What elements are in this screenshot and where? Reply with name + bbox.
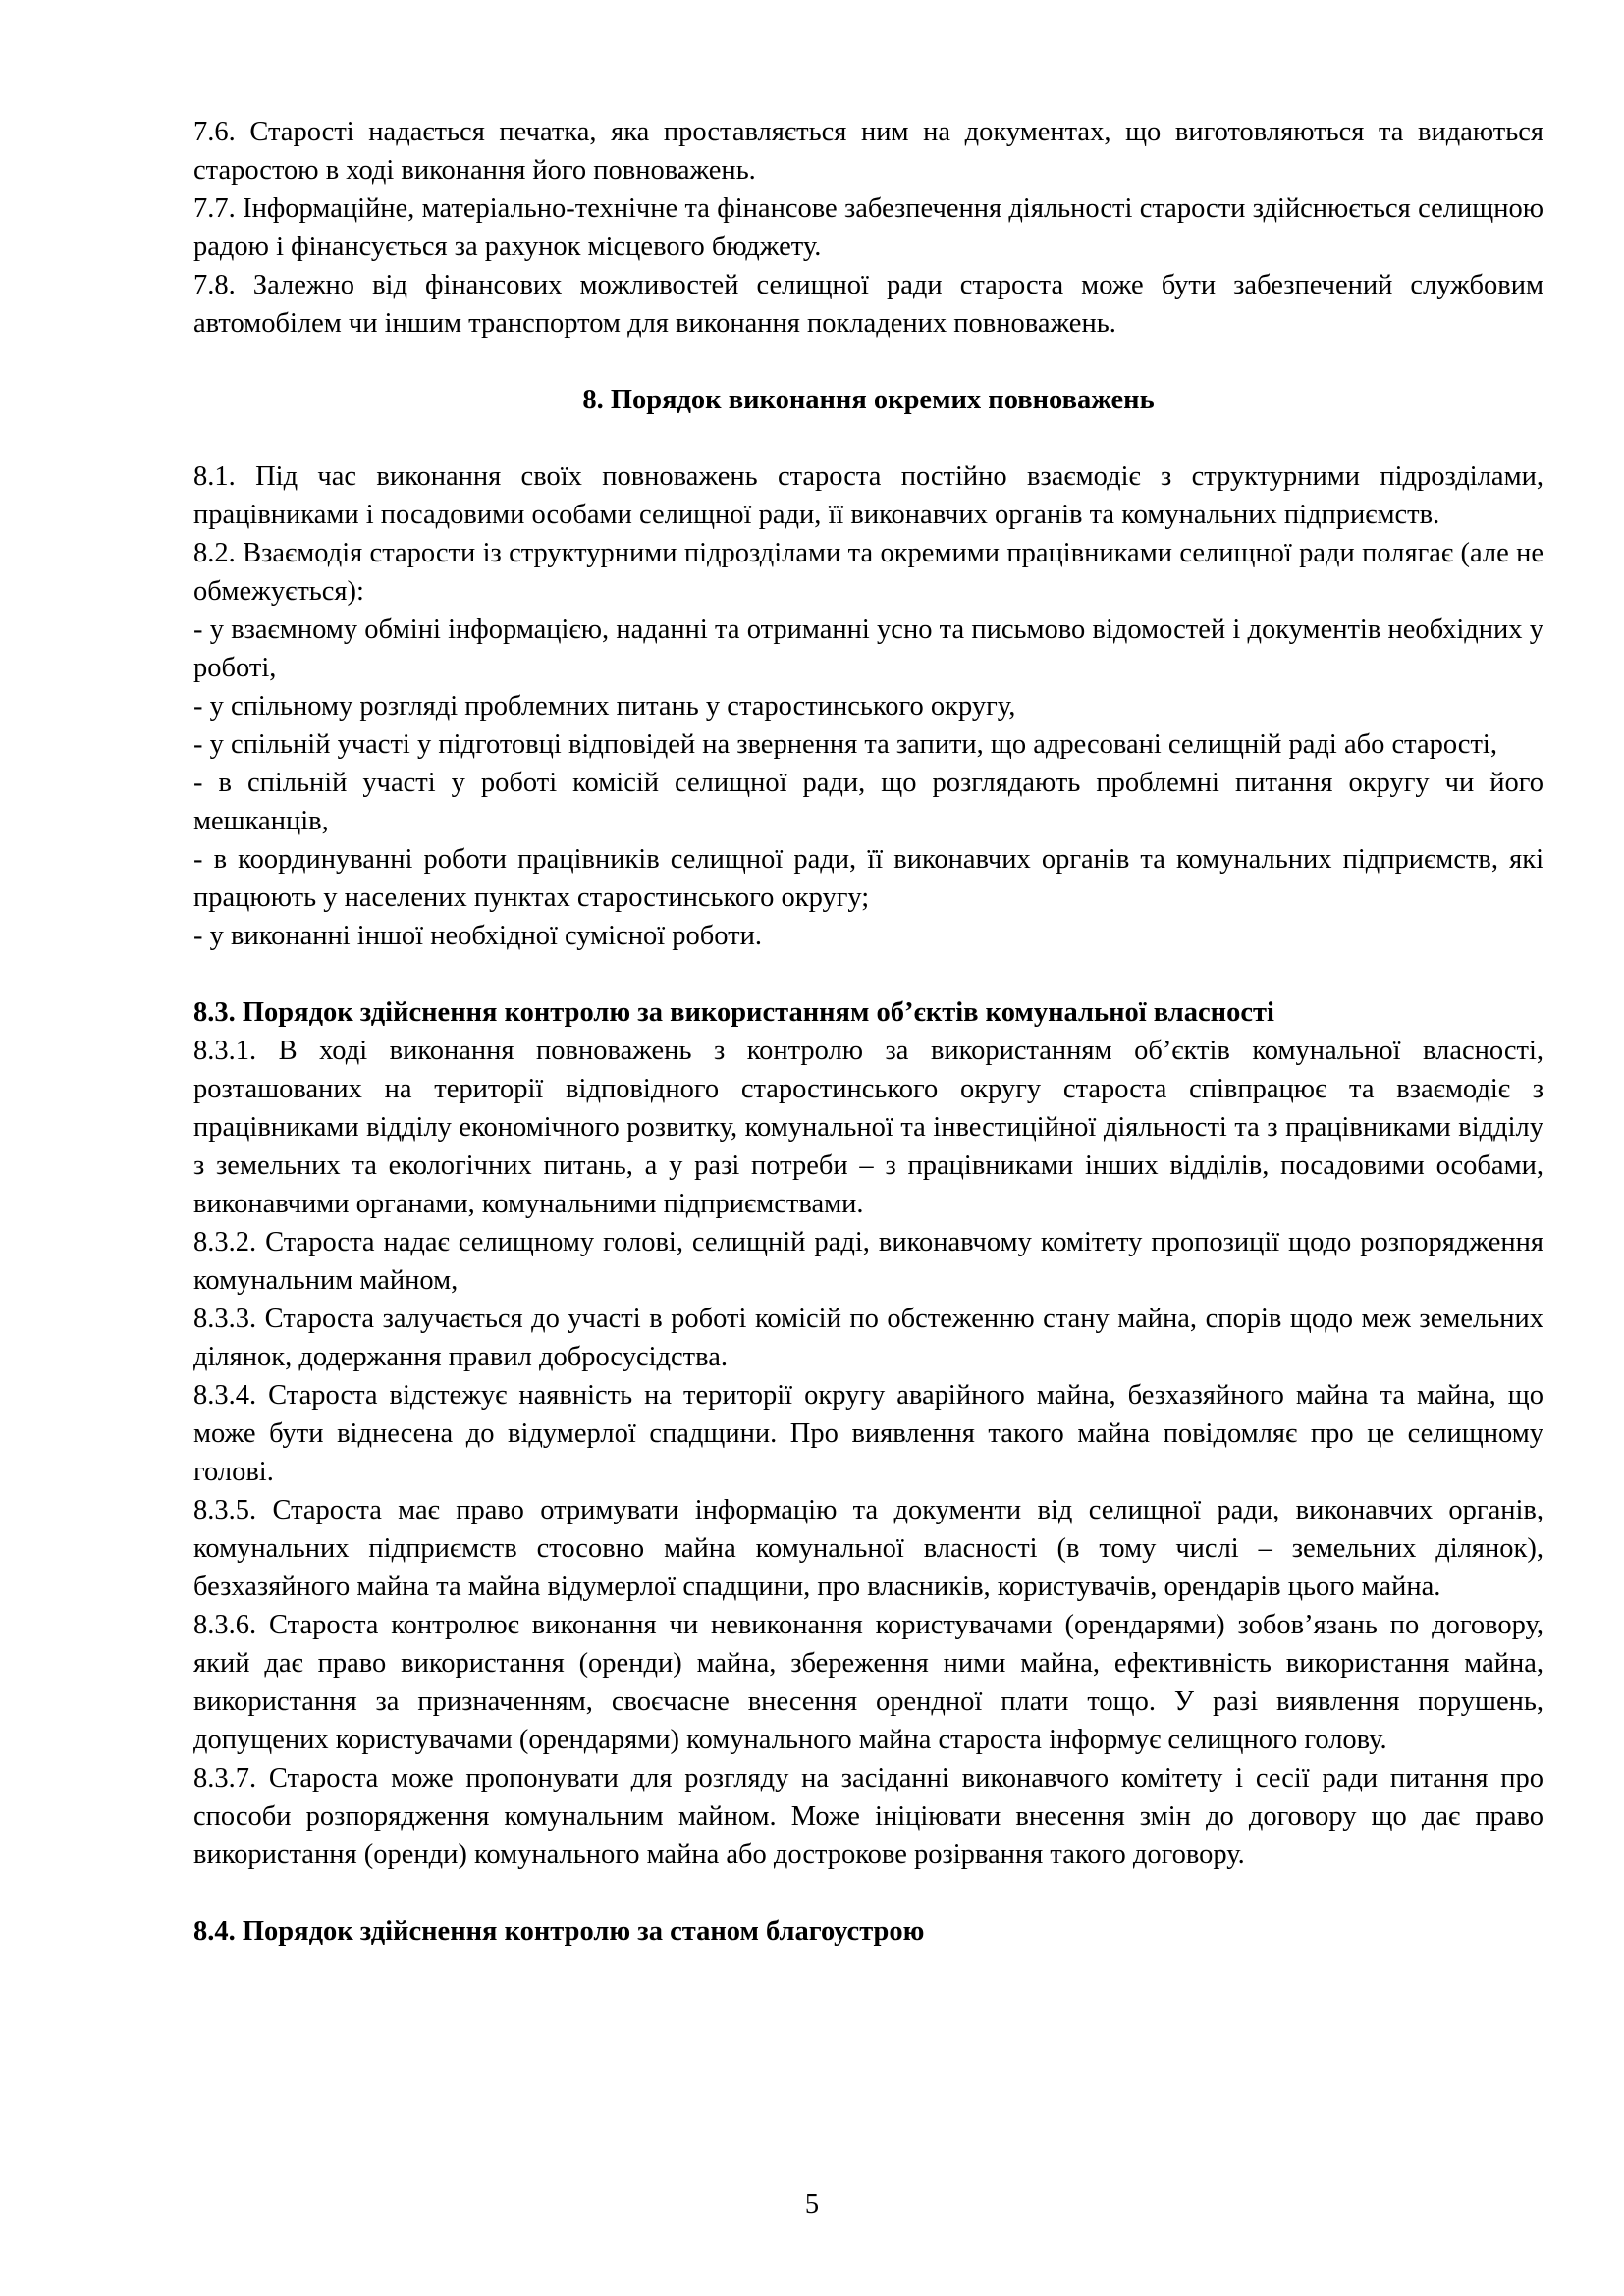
page-number: 5 bbox=[804, 2189, 820, 2219]
paragraph-8-3-3: 8.3.3. Староста залучається до участі в роботі комісій по обстеженню стану майна, спорів щодо меж земельних ділянок, додержання правил добросусідства. bbox=[193, 1304, 1543, 1372]
list-item: - у спільному розгляді проблемних питань у старостинського округу, bbox=[193, 691, 1016, 721]
paragraph-7-7: 7.7. Інформаційне, матеріально-технічне та фінансове забезпечення діяльності старости здійснюється селищною радою і фінансується за рахунок місцевого бюджету. bbox=[193, 193, 1543, 262]
paragraph-8-3-1: 8.3.1. В ході виконання повноважень з контролю за використанням об’єктів комунальної власності, розташованих на території відповідного старостинського округу староста співпрацює та взаємодіє з працівниками відділу економічного розвитку, комунальної та інвестиційної діяльності та з працівниками відділу з земельних та екологічних питань, а у разі потреби – з працівниками інших відділів, посадовими особами, виконавчими органами, комунальними підприємствами. bbox=[193, 1036, 1543, 1219]
subsection-heading-8-4: 8.4. Порядок здійснення контролю за станом благоустрою bbox=[193, 1916, 925, 1947]
paragraph-8-3-2: 8.3.2. Староста надає селищному голові, селищній раді, виконавчому комітету пропозиції щодо розпорядження комунальним майном, bbox=[193, 1227, 1543, 1296]
paragraph-8-3-7: 8.3.7. Староста може пропонувати для розгляду на засіданні виконавчого комітету і сесії ради питання про способи розпорядження комунальним майном. Може ініціювати внесення змін до договору що дає право використання (оренди) комунального майна або дострокове розірвання такого договору. bbox=[193, 1763, 1543, 1870]
section-heading-8: 8. Порядок виконання окремих повноважень bbox=[582, 385, 1155, 415]
list-item: - в спільній участі у роботі комісій селищної ради, що розглядають проблемні питання округу чи його мешканців, bbox=[193, 768, 1543, 836]
paragraph-8-3-4: 8.3.4. Староста відстежує наявність на території округу аварійного майна, безхазяйного майна та майна, що може бути віднесена до відумерлої спадщини. Про виявлення такого майна повідомляє про це селищному голові. bbox=[193, 1380, 1543, 1487]
paragraph-8-2: 8.2. Взаємодія старости із структурними підрозділами та окремими працівниками селищної ради полягає (але не обмежується): bbox=[193, 538, 1543, 607]
list-item: - в координуванні роботи працівників селищної ради, її виконавчих органів та комунальних підприємств, які працюють у населених пунктах старостинського округу; bbox=[193, 844, 1543, 913]
paragraph-7-8: 7.8. Залежно від фінансових можливостей селищної ради староста може бути забезпечений службовим автомобілем чи іншим транспортом для виконання покладених повноважень. bbox=[193, 270, 1543, 339]
paragraph-8-1: 8.1. Під час виконання своїх повноважень староста постійно взаємодіє з структурними підрозділами, працівниками і посадовими особами селищної ради, її виконавчих органів та комунальних підприємств. bbox=[193, 461, 1543, 530]
paragraph-8-3-5: 8.3.5. Староста має право отримувати інформацію та документи від селищної ради, виконавчих органів, комунальних підприємств стосовно майна комунальної власності (в тому числі – земельних ділянок), безхазяйного майна та майна відумерлої спадщини, про власників, користувачів, орендарів цього майна. bbox=[193, 1495, 1543, 1602]
list-item: - у спільній участі у підготовці відповідей на звернення та запити, що адресовані селищній раді або старості, bbox=[193, 729, 1497, 760]
list-item: - у взаємному обміні інформацією, наданні та отриманні усно та письмово відомостей і документів необхідних у роботі, bbox=[193, 614, 1543, 683]
subsection-heading-8-3: 8.3. Порядок здійснення контролю за використанням об’єктів комунальної власності bbox=[193, 997, 1274, 1028]
paragraph-7-6: 7.6. Старості надається печатка, яка проставляється ним на документах, що виготовляються та видаються старостою в ході виконання його повноважень. bbox=[193, 117, 1543, 186]
paragraph-8-3-6: 8.3.6. Староста контролює виконання чи невиконання користувачами (орендарями) зобов’язань по договору, який дає право використання (оренди) майна, збереження ними майна, ефективність використання майна, використання за призначенням, своєчасне внесення орендної плати тощо. У разі виявлення порушень, допущених користувачами (орендарями) комунального майна староста інформує селищного голову. bbox=[193, 1610, 1543, 1755]
document-body bbox=[193, 113, 1543, 1950]
list-item: - у виконанні іншої необхідної сумісної роботи. bbox=[193, 921, 762, 951]
